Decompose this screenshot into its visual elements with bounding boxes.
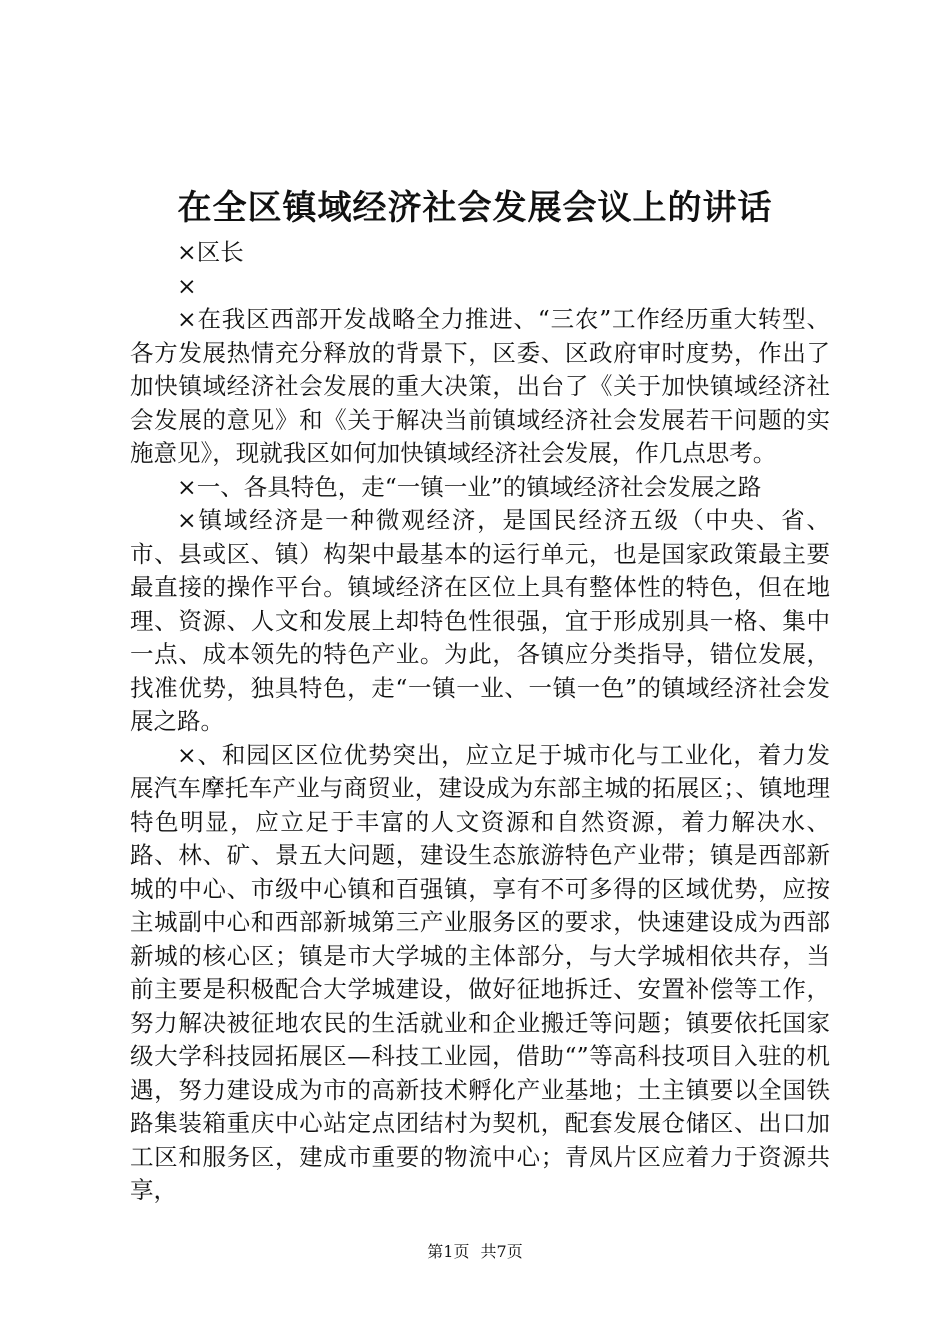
- document-body: [130, 236, 830, 1208]
- paragraph-speaker: ×区长: [177, 238, 244, 266]
- page-number: 第1页: [427, 1242, 470, 1261]
- page-footer: [0, 1240, 950, 1264]
- document-title: 在全区镇域经济社会发展会议上的讲话: [177, 188, 773, 228]
- paragraph-section-1-detail: ×、和园区区位优势突出，应立足于城市化与工业化，着力发展汽车摩托车产业与商贸业，建设成为东部主城的拓展区；、镇地理特色明显，应立足于丰富的人文资源和自然资源，着力解决水、路、林、矿、景五大问题，建设生态旅游特色产业带；镇是西部新城的中心、市级中心镇和百强镇，享有不可多得的区域优势，应按主城副中心和西部新城第三产业服务区的要求，快速建设成为西部新城的核心区；镇是市大学城的主体部分，与大学城相依共存，当前主要是积极配合大学城建设，做好征地拆迁、安置补偿等工作，努力解决被征地农民的生活就业和企业搬迁等问题；镇要依托国家级大学科技园拓展区—科技工业园，借助“”等高科技项目入驻的机遇，努力建设成为市的高新技术孵化产业基地；土主镇要以全国铁路集装箱重庆中心站定点团结村为契机，配套发展仓储区、出口加工区和服务区，建成市重要的物流中心；青凤片区应着力于资源共享，: [130, 740, 830, 1204]
- paragraph-salutation: ×: [177, 271, 197, 300]
- paragraph-section-1: ×镇域经济是一种微观经济，是国民经济五级（中央、省、市、县或区、镇）构架中最基本的运行单元，也是国家政策最主要最直接的操作平台。镇域经济在区位上具有整体性的特色，但在地理、资源、人文和发展上却特色性很强，宜于形成别具一格、集中一点、成本领先的特色产业。为此，各镇应分类指导，错位发展，找准优势，独具特色，走“一镇一业、一镇一色”的镇域经济社会发展之路。: [130, 506, 830, 735]
- page-total: 共7页: [480, 1242, 523, 1261]
- paragraph-intro: ×在我区西部开发战略全力推进、“三农”工作经历重大转型、各方发展热情充分释放的背景下，区委、区政府审时度势，作出了加快镇域经济社会发展的重大决策，出台了《关于加快镇域经济社会发展的意见》和《关于解决当前镇域经济社会发展若干问题的实施意见》，现就我区如何加快镇域经济社会发展，作几点思考。: [130, 305, 830, 467]
- section-heading-1: ×一、各具特色，走“一镇一业”的镇域经济社会发展之路: [177, 472, 762, 501]
